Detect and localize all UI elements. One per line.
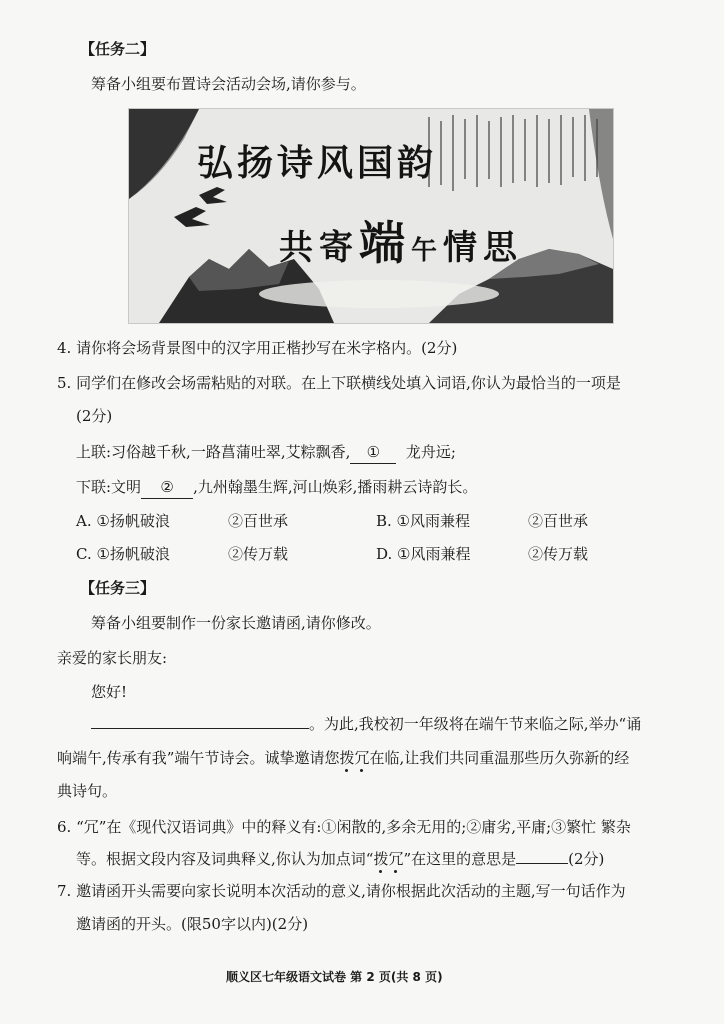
couplet-upper-start: 上联:习俗越千秋,一路菖蒲吐翠,艾粽飘香, [76,443,351,461]
banner-word-wu: 午 [411,236,444,266]
letter-p1-b: 响端午,传承有我”端午节诗会。诚挚邀请您 [57,749,340,767]
banner-line-1: 弘扬诗风国韵 [197,142,438,184]
banner-word-feelings: 情思 [443,228,524,268]
option-b[interactable] [376,510,470,532]
question-5-score: (2分) [76,407,113,425]
letter-greeting: 您好! [91,683,128,701]
q6-dotted-char-bo: 拨 [373,850,389,868]
q6-line2-a: 等。根据文段内容及词典释义,你认为加点词“ [76,850,374,868]
couplet-lower-blank: ② [141,476,193,499]
couplet-lower-start: 下联:文明 [76,478,142,496]
couplet-lower-end: ,九州翰墨生辉,河山焕彩,播雨耕云诗韵长。 [193,478,478,496]
option-c[interactable] [76,543,170,565]
page-footer: 顺义区七年级语文试卷 第 2 页(共 8 页) [226,970,443,984]
q6-dotted-char-rong: 冗 [388,850,404,868]
letter-p1-c: 在临,让我们共同重温那些历久弥新的经 [369,749,630,767]
option-d[interactable] [376,543,470,565]
option-c-label: C. ①扬帆破浪 [76,545,170,563]
task3-intro: 筹备小组要制作一份家长邀请函,请你修改。 [91,614,381,632]
letter-salutation: 亲爱的家长朋友: [57,649,168,667]
banner-word-share: 共寄 [279,228,359,268]
option-c-second: ②传万载 [228,545,289,563]
option-a-label: A. ①扬帆破浪 [76,512,170,530]
question-4: 4. 请你将会场背景图中的汉字用正楷抄写在米字格内。(2分) [57,339,458,357]
couplet-upper-end: 龙舟远; [405,443,456,461]
option-b-second: ②百世承 [528,512,589,530]
task2-heading: 【任务二】 [80,40,156,58]
letter-paragraph-line-1 [91,713,641,735]
question-7-line-1: 7. 邀请函开头需要向家长说明本次活动的意义,请你根据此次活动的主题,写一句话作为 [57,882,626,900]
couplet-upper [76,441,456,464]
task2-intro: 筹备小组要布置诗会活动会场,请你参与。 [91,75,366,93]
q6-score: (2分) [568,850,605,868]
question-6-line-2 [76,848,604,870]
q6-line2-b: ”在这里的意思是 [403,850,517,868]
question-7-line-2: 邀请函的开头。(限50字以内)(2分) [76,915,309,933]
option-a[interactable] [76,510,170,532]
venue-banner-image [128,108,614,324]
banner-word-duan: 端 [359,216,411,270]
question-5-text: 5. 同学们在修改会场需粘贴的对联。在上下联横线处填入词语,你认为最恰当的一项是 [57,374,621,392]
letter-paragraph-line-3: 典诗句。 [57,782,118,800]
question-6-line-1: 6. “冗”在《现代汉语词典》中的释义有:①闲散的,多余无用的;②庸劣,平庸;③繁忙 繁杂 [57,818,631,836]
letter-opening-blank[interactable] [91,728,309,729]
option-b-label: B. ①风雨兼程 [376,512,471,530]
dotted-char-bo: 拨 [339,749,355,767]
option-d-label: D. ①风雨兼程 [376,545,471,563]
letter-paragraph-line-2 [57,747,629,769]
option-a-second: ②百世承 [228,512,289,530]
dotted-char-rong: 冗 [354,749,370,767]
couplet-lower [76,476,477,499]
task3-heading: 【任务三】 [80,579,156,597]
letter-p1-a: 。为此,我校初一年级将在端午节来临之际,举办“诵 [309,715,642,733]
q6-answer-blank[interactable] [516,863,568,864]
couplet-upper-blank: ① [350,441,396,464]
banner-line-2 [279,207,523,273]
option-d-second: ②传万载 [528,545,589,563]
